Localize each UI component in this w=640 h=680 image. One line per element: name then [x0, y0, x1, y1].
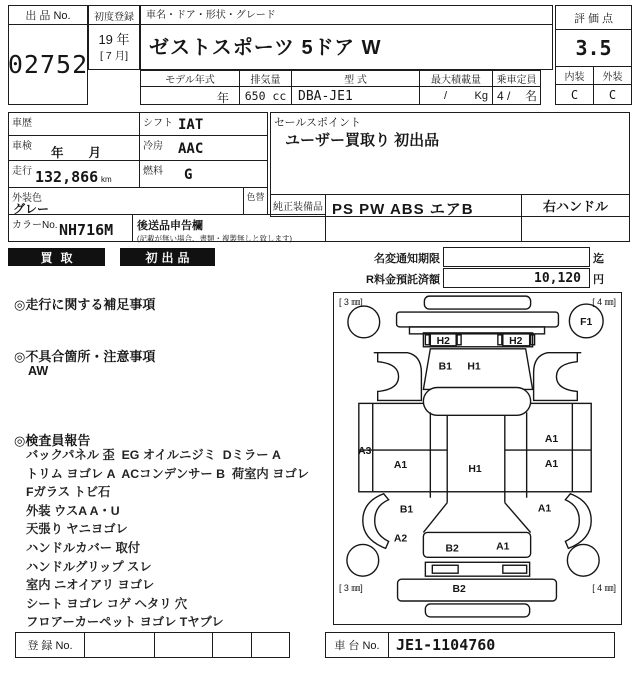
rear-bumper: [398, 579, 557, 601]
inspector-report-line: トリム ヨゴレ A ACコンデンサー B 荷室内 ヨゴレ: [26, 466, 310, 481]
interior-grade-label: 内装: [555, 66, 594, 85]
tread-front-left: [ 3 ㎜]: [338, 297, 363, 308]
capacity-unit: 名: [524, 89, 537, 103]
damage-code-label: A1: [393, 459, 408, 471]
rear-right-arch: [565, 494, 591, 549]
damage-code-label: H1: [468, 463, 482, 475]
inspection-cell: [8, 135, 140, 161]
registration-cell-1: [84, 632, 155, 658]
max-load-unit: Kg: [474, 89, 488, 102]
recycle-fee-value: 10,120: [443, 268, 590, 288]
damage-code-label: A1: [544, 434, 559, 446]
color-change-cell: 色替: [243, 187, 268, 215]
ac-label: 冷房: [143, 141, 163, 152]
exterior-color-value: グレー: [13, 202, 50, 216]
capacity-cell: [492, 86, 541, 105]
damage-code-label: A1: [537, 503, 552, 515]
color-number-value: NH716M: [59, 221, 114, 239]
rear-lamp-right: [503, 565, 527, 573]
sales-point-label: セールスポイント: [274, 117, 362, 129]
equipment-value: PS PW ABS エアB: [325, 194, 522, 217]
damage-code-label: H2: [436, 335, 450, 347]
color-number-cell: [8, 214, 133, 242]
strip-cap: [457, 335, 461, 345]
front-bumper: [424, 296, 530, 309]
sales-point-value: ユーザー買取り 初出品: [285, 132, 440, 149]
rear-window-strip: [425, 562, 529, 576]
name-change-deadline-label: 名変通知期限: [374, 253, 440, 265]
mileage-cell: [8, 160, 140, 188]
displacement-value: 650 cc: [239, 86, 292, 105]
tread-front-right: [ 4 ㎜]: [592, 297, 617, 308]
damage-code-label: A2: [393, 533, 408, 545]
chassis-number-label: 車 台 No.: [326, 633, 389, 657]
equipment-extra-cell: [325, 216, 522, 242]
score-value: 3.5: [555, 29, 632, 67]
first-registration-cell: [88, 24, 140, 70]
registration-cell-2: [154, 632, 213, 658]
capacity-label: 乗車定員: [492, 70, 541, 87]
model-code-value: DBA-JE1: [291, 86, 420, 105]
first-registration-label: 初度登録: [88, 5, 140, 25]
first-registration-year: 19 年: [98, 32, 130, 47]
ac-cell: [139, 135, 268, 161]
inspection-value: 年 月: [51, 146, 102, 160]
sales-point-box: [270, 112, 630, 195]
max-load-label: 最大積載量: [419, 70, 493, 87]
tread-rear-left: [ 3 ㎜]: [338, 583, 363, 594]
exterior-grade-value: C: [593, 84, 632, 105]
lot-number-label: 出 品 No.: [8, 5, 88, 25]
name-change-deadline-suffix: 迄: [593, 253, 604, 265]
model-year-value: 年: [140, 86, 240, 105]
lot-number-value: 02752: [8, 24, 88, 105]
damage-code-label: B1: [438, 361, 452, 373]
rear-plate: [425, 604, 529, 617]
mileage-label: 走行: [12, 166, 32, 177]
fuel-cell: [139, 160, 268, 188]
damage-code-label: F1: [580, 316, 593, 328]
recycle-fee-label: R料金預託済額: [366, 274, 440, 286]
rear-right-wheel: [567, 544, 599, 576]
equipment-label: 純正装備品: [270, 194, 326, 217]
rear-left-arch: [363, 494, 389, 549]
exterior-grade-label: 外装: [593, 66, 632, 85]
max-load-cell: [419, 86, 493, 105]
fuel-value: G: [184, 167, 193, 183]
later-items-note: (記載が無い場合、書類・複製無しと致します): [137, 234, 292, 243]
model-code-label: 型 式: [291, 70, 420, 87]
inspector-report-line: シート ヨゴレ コゲ ヘタリ 穴: [26, 596, 188, 611]
mileage-value: 132,866: [35, 168, 99, 186]
inspection-label: 車検: [12, 141, 32, 152]
right-mirror-fender: [534, 353, 582, 401]
steering-side: 右ハンドル: [521, 194, 630, 217]
registration-cell-4: [251, 632, 290, 658]
chassis-number-box: [325, 632, 615, 658]
inspector-report-line: 外装 ウスA A・U: [26, 503, 120, 518]
mileage-unit: km: [101, 175, 112, 184]
front-left-wheel: [348, 306, 380, 338]
capacity-value: 4 /: [497, 88, 511, 103]
inspector-report-line: 室内 ニオイアリ ヨゴレ: [26, 578, 155, 593]
damage-code-label: A1: [544, 458, 559, 470]
damage-code-label: A3: [358, 446, 372, 458]
car-damage-diagram: [333, 292, 622, 625]
left-mirror-fender: [374, 353, 422, 401]
strip-cap: [425, 335, 429, 345]
defects-value: AW: [28, 364, 49, 378]
front-panel: [397, 312, 559, 327]
hatch-pillar: [423, 503, 447, 533]
exterior-color-cell: [8, 187, 244, 215]
registration-cell-3: [212, 632, 252, 658]
shift-cell: [139, 112, 268, 136]
color-number-label: カラーNo.: [12, 220, 58, 231]
chassis-number-value: JE1-1104760: [396, 636, 496, 654]
score-label: 評 価 点: [555, 5, 632, 30]
shift-value: IAT: [178, 117, 204, 133]
inspector-report-line: フロアーカーペット ヨゴレ Tヤブレ: [26, 615, 224, 630]
inspector-report-title: ◎検査員報告: [14, 433, 91, 448]
strip-cap: [498, 335, 502, 345]
first-registration-month: [ 7 月]: [99, 50, 128, 62]
damage-code-label: A1: [496, 541, 510, 553]
handle-extra-cell: [521, 216, 630, 242]
rear-lamp-left: [432, 565, 458, 573]
name-change-deadline-value: [443, 247, 590, 267]
fuel-label: 燃料: [143, 166, 163, 177]
rear-left-wheel: [347, 544, 379, 576]
defects-title: ◎不具合箇所・注意事項: [14, 349, 156, 364]
inspector-report-line: バックパネル 歪 EG オイルニジミ Dミラー A: [26, 448, 281, 462]
damage-code-label: H1: [467, 361, 481, 373]
later-items-cell: [132, 214, 326, 242]
inspector-report-list: [26, 446, 330, 632]
displacement-label: 排気量: [239, 70, 292, 87]
buyback-badge: 買取: [8, 248, 105, 266]
tread-rear-right: [ 4 ㎜]: [592, 583, 617, 594]
inspector-report-line: ハンドルカバー 取付: [26, 540, 141, 555]
history-cell: [8, 112, 140, 136]
hatch-pillar: [505, 503, 531, 533]
damage-code-label: H2: [509, 335, 523, 347]
first-listing-badge: 初出品: [120, 248, 215, 266]
damage-code-label: B1: [399, 504, 414, 516]
recycle-fee-suffix: 円: [593, 274, 604, 286]
damage-code-label: B2: [445, 543, 459, 555]
driving-notes-title: ◎走行に関する補足事項: [14, 297, 156, 312]
car-name-header: 車名・ドア・形状・グレード: [140, 5, 553, 25]
exterior-color-label: 外装色: [12, 193, 42, 204]
windshield: [423, 387, 530, 415]
model-year-label: モデル年式: [140, 70, 240, 87]
later-items-label: 後送品申告欄: [137, 220, 203, 232]
inspector-report-line: Fガラス トビ石: [26, 485, 111, 500]
shift-label: シフト: [143, 118, 173, 129]
ac-value: AAC: [178, 141, 204, 157]
rear-hatch: [423, 532, 530, 557]
registration-number-label: 登 録 No.: [15, 632, 85, 658]
inspector-report-line: ハンドルグリップ スレ: [26, 559, 152, 574]
max-load-value: /: [444, 89, 448, 102]
interior-grade-value: C: [555, 84, 594, 105]
car-name-value: ゼストスポーツ 5ドア W: [140, 24, 553, 70]
inspector-report-line: 天張り ヤニヨゴレ: [26, 522, 128, 537]
damage-code-label: B2: [452, 584, 466, 596]
body-outline: [359, 403, 591, 491]
history-label: 車歴: [12, 118, 32, 129]
